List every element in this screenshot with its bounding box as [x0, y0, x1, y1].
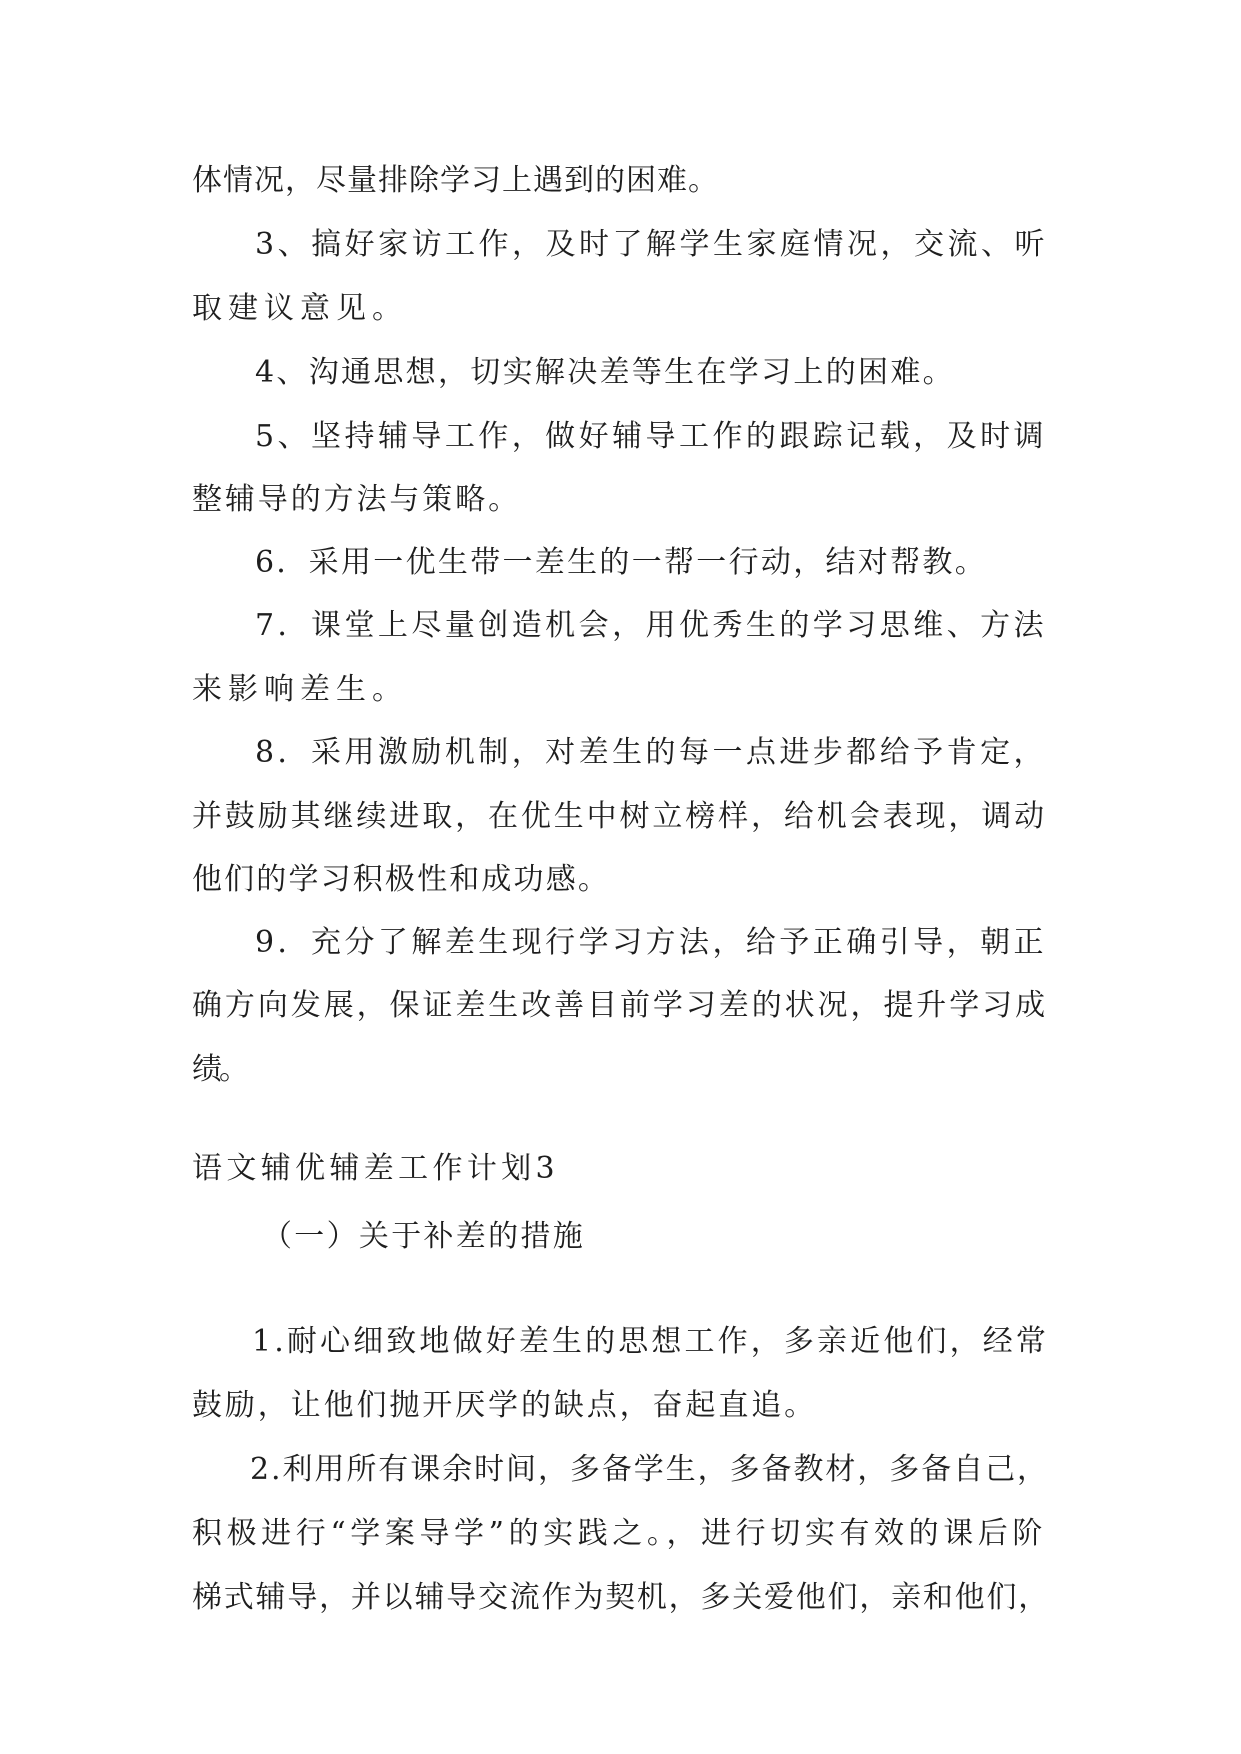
- text-line: 2.利用所有课余时间，多备学生，多备教材，多备自己，: [250, 1452, 1049, 1487]
- text-line: 1.耐心细致地做好差生的思想工作，多亲近他们，经常: [252, 1324, 1049, 1359]
- text-line: 他们的学习积极性和成功感。: [192, 862, 610, 897]
- text-line: 3、搞好家访工作，及时了解学生家庭情况，交流、听: [255, 227, 1048, 262]
- text-line: 确方向发展，保证差生改善目前学习差的状况，提升学习成: [192, 988, 1048, 1023]
- section-title: 语文辅优辅差工作计划3: [192, 1151, 559, 1186]
- text-line: 取建议意见。: [192, 291, 408, 326]
- text-line: 8．采用激励机制，对差生的每一点进步都给予肯定，: [255, 735, 1047, 770]
- text-line: 5、坚持辅导工作，做好辅导工作的跟踪记载，及时调: [255, 419, 1047, 454]
- text-line: 7．课堂上尽量创造机会，用优秀生的学习思维、方法: [255, 608, 1047, 643]
- text-line: 来影响差生。: [192, 672, 408, 707]
- text-line: 梯式辅导，并以辅导交流作为契机，多关爱他们，亲和他们，: [192, 1580, 1050, 1615]
- text-line: 绩。: [192, 1052, 246, 1087]
- text-line: 积极进行“学案导学”的实践之。，进行切实有效的课后阶: [192, 1516, 1047, 1551]
- text-line: 6．采用一优生带一差生的一帮一行动，结对帮教。: [255, 545, 987, 580]
- text-line: 鼓励，让他们抛开厌学的缺点，奋起直追。: [192, 1388, 817, 1423]
- subsection-heading: （一）关于补差的措施: [262, 1219, 585, 1254]
- text-line: 并鼓励其继续进取，在优生中树立榜样，给机会表现，调动: [192, 799, 1047, 834]
- text-line: 9．充分了解差生现行学习方法，给予正确引导，朝正: [255, 925, 1047, 960]
- text-line: 4、沟通思想，切实解决差等生在学习上的困难。: [255, 355, 955, 390]
- text-line: 体情况，尽量排除学习上遇到的困难。: [192, 163, 719, 198]
- text-line: 整辅导的方法与策略。: [192, 482, 521, 517]
